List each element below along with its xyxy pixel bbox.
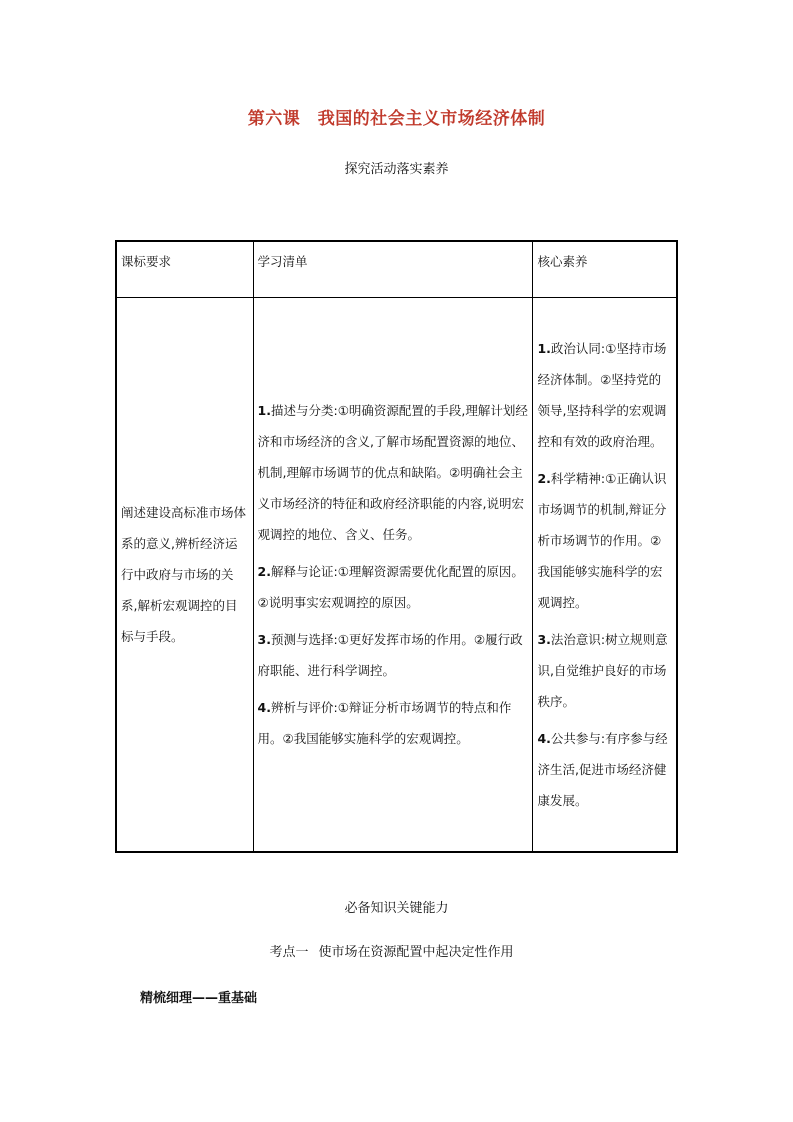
literacy-item-num: 4. [537,731,551,746]
requirement-cell [116,298,253,853]
header-core-literacy: 核心素养 [533,241,677,298]
literacy-item-num: 2. [537,471,551,486]
literacy-item [537,723,672,816]
table-header-row [116,241,677,298]
study-item-num: 2. [257,564,271,579]
subhead: 精梳细理——重基础 [140,991,258,1006]
lesson-title: 第六课 我国的社会主义市场经济体制 [247,109,546,129]
header-study-list: 学习清单 [253,241,533,298]
header-requirement: 课标要求 [116,241,253,298]
curriculum-table [115,240,678,853]
study-item-text: 解释与论证:①理解资源需要优化配置的原因。②说明事实宏观调控的原因。 [257,564,524,610]
literacy-item-num: 1. [537,341,551,356]
literacy-item-text: 公共参与:有序参与经济生活,促进市场经济健康发展。 [537,731,668,808]
study-list-cell [253,298,533,853]
requirement-text: 阐述建设高标准市场体系的意义,辨析经济运行中政府与市场的关系,解析宏观调控的目标与手段。 [121,505,247,644]
study-item-text: 描述与分类:①明确资源配置的手段,理解计划经济和市场经济的含义,了解市场配置资源的地位、机制,理解市场调节的优点和缺陷。②明确社会主义市场经济的特征和政府经济职能的内容,说明宏观调控的地位、含义、任务。 [257,403,528,542]
study-item [258,395,529,550]
literacy-item [537,463,672,618]
literacy-item-text: 政治认同:①坚持市场经济体制。②坚持党的领导,坚持科学的宏观调控和有效的政府治理。 [537,341,667,449]
kaodian-label: 考点一 [269,945,309,960]
study-item-num: 3. [257,632,271,647]
literacy-item-text: 法治意识:树立规则意识,自觉维护良好的市场秩序。 [537,632,668,709]
study-item [258,556,529,618]
literacy-item [537,333,672,457]
kaodian-text: 使市场在资源配置中起决定性作用 [318,945,514,960]
literacy-item-num: 3. [537,632,551,647]
table-body-row [116,298,677,853]
study-item [258,624,529,686]
literacy-item-text: 科学精神:①正确认识市场调节的机制,辩证分析市场调节的作用。②我国能够实施科学的宏观调控。 [537,471,667,610]
study-item-num: 4. [257,700,271,715]
literacy-item [537,624,672,717]
study-item-text: 预测与选择:①更好发挥市场的作用。②履行政府职能、进行科学调控。 [257,632,523,678]
study-item-num: 1. [257,403,271,418]
literacy-cell [533,298,677,853]
section-title: 必备知识关键能力 [344,901,449,916]
study-item-text: 辨析与评价:①辩证分析市场调节的特点和作用。②我国能够实施科学的宏观调控。 [257,700,512,746]
study-item [258,692,529,754]
lesson-subtitle: 探究活动落实素养 [344,162,449,177]
kaodian-heading [0,941,793,960]
